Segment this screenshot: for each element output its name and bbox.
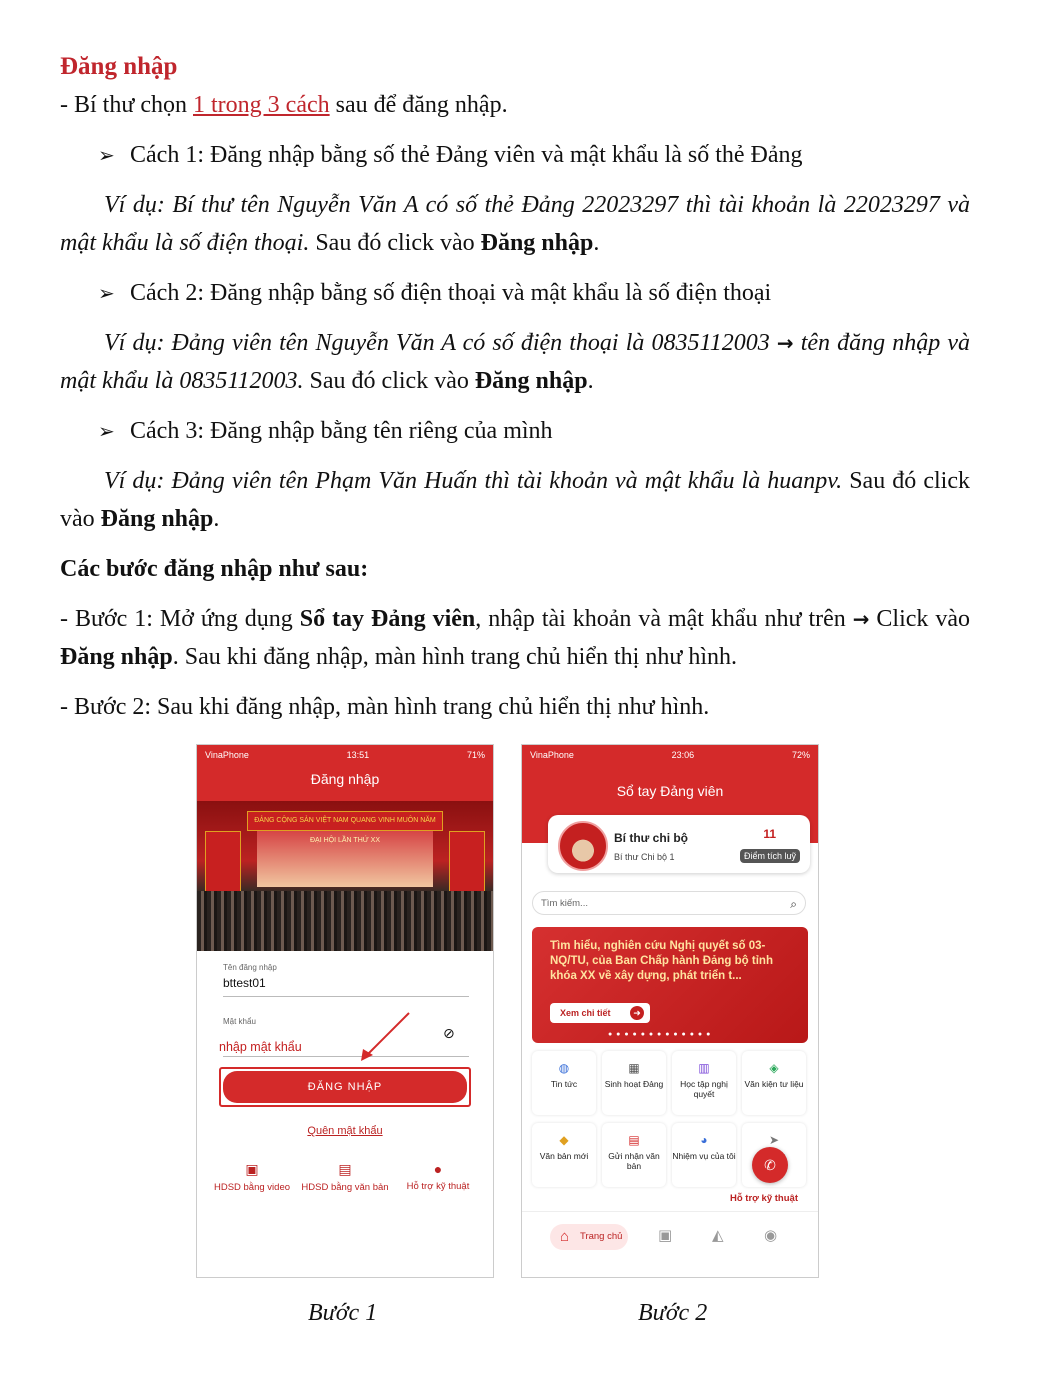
username-field[interactable]: Tên đăng nhập bttest01 (223, 963, 469, 997)
login-button[interactable]: ĐĂNG NHẬP (219, 1067, 471, 1107)
video-icon: ▣ (245, 1161, 259, 1177)
arrow-bullet-icon: ➢ (98, 281, 115, 305)
stack-icon: ◆ (559, 1133, 569, 1147)
status-bar: VinaPhone 13:51 71% (197, 745, 493, 765)
arrow-right-icon: ➜ (630, 1006, 644, 1020)
video-guide-link[interactable]: ▣ HDSD bằng video (207, 1161, 297, 1193)
bottom-tab-bar (522, 1211, 818, 1268)
forgot-password-link[interactable]: Quên mật khẩu (307, 1125, 383, 1137)
arrow-bullet-icon: ➢ (98, 143, 115, 167)
right-arrow-icon: → (852, 607, 870, 631)
search-input[interactable]: Tìm kiếm... ⌕ (532, 891, 806, 915)
profile-card[interactable]: Bí thư chi bộ Bí thư Chi bộ 1 11 Điểm tích luỹ (548, 815, 810, 873)
tasks-icon: ◕ (700, 1133, 708, 1147)
photo-banner: ĐẢNG CỘNG SẢN VIỆT NAM QUANG VINH MUÔN NĂM (247, 811, 443, 831)
password-annotation: nhập mật khẩu (219, 1040, 302, 1054)
eye-slash-icon[interactable]: ⊘ (443, 1025, 455, 1041)
promo-banner[interactable]: Tìm hiểu, nghiên cứu Nghị quyết số 03-NQ/TU, của Ban Chấp hành Đảng bộ tỉnh khóa XX về xây dựng, phát triển t... ➜ Xem chi tiết ● ● ● ● ● ● ● ● ● ● ● ● ● (532, 927, 808, 1043)
congress-photo: ĐẢNG CỘNG SẢN VIỆT NAM QUANG VINH MUÔN NĂM ĐẠI HỘI LẦN THỨ XX (197, 801, 493, 951)
steps-heading: Các bước đăng nhập như sau: (60, 556, 369, 582)
layers-icon: ◈ (769, 1061, 779, 1075)
tile-study[interactable]: ▥ Học tập nghị quyết (672, 1051, 736, 1115)
search-icon: ⌕ (790, 897, 797, 911)
calendar-icon: ▦ (628, 1061, 640, 1075)
section-heading: Đăng nhập (60, 53, 178, 80)
view-details-button[interactable]: ➜ Xem chi tiết (550, 1003, 650, 1023)
home-screenshot (521, 744, 819, 1278)
intro-line: - Bí thư chọn 1 trong 3 cách sau để đăng nhập. (60, 92, 508, 118)
status-bar: VinaPhone 23:06 72% (522, 745, 818, 765)
points-count: 11 (763, 827, 776, 841)
method-3: ➢ Cách 3: Đăng nhập bằng tên riêng của mình (60, 412, 970, 450)
tile-news[interactable]: ◍ Tin tức (532, 1051, 596, 1115)
tile-documents[interactable]: ◈ Văn kiện tư liệu (742, 1051, 806, 1115)
book-icon: ▥ (698, 1061, 710, 1075)
bell-icon[interactable]: ◭ (712, 1227, 724, 1244)
tile-send-receive[interactable]: ▤ Gửi nhận văn bản (602, 1123, 666, 1187)
arrow-bullet-icon: ➢ (98, 419, 115, 443)
document-guide-link[interactable]: ▤ HDSD bằng văn bản (301, 1161, 389, 1193)
store-icon[interactable]: ▣ (658, 1227, 673, 1244)
points-badge: Điểm tích luỹ (740, 849, 800, 863)
user-icon: ● (433, 1161, 443, 1177)
app-title: Sổ tay Đảng viên (522, 765, 818, 843)
tile-new-docs[interactable]: ◆ Văn bản mới (532, 1123, 596, 1187)
support-link[interactable]: ● Hỗ trợ kỹ thuật (393, 1161, 483, 1193)
avatar (558, 821, 608, 871)
help-links (207, 1161, 483, 1193)
carousel-dots: ● ● ● ● ● ● ● ● ● ● ● ● ● (608, 1031, 712, 1038)
tab-home[interactable]: ⌂ Trang chủ (550, 1224, 628, 1250)
annotation-arrow-icon (197, 745, 493, 1277)
step-2: - Bước 2: Sau khi đăng nhập, màn hình trang chủ hiển thị như hình. (60, 694, 710, 720)
phone-icon: ✆ (764, 1157, 776, 1173)
right-arrow-icon: → (776, 331, 794, 355)
document-body (60, 48, 970, 726)
support-call-button[interactable] (752, 1147, 788, 1183)
step-1: - Bước 1: Mở ứng dụng Sổ tay Đảng viên, nhập tài khoản và mật khẩu như trên → Click vào Đăng nhập. Sau khi đăng nhập, màn hình trang chủ hiển thị như hình. (60, 606, 971, 670)
example-1: Ví dụ: Bí thư tên Nguyễn Văn A có số thẻ Đảng 22023297 thì tài khoản là 22023297 và mật khẩu là số điện thoại. Sau đó click vào Đăng nhập. (60, 192, 970, 256)
method-1: ➢ Cách 1: Đăng nhập bằng số thẻ Đảng viên và mật khẩu là số thẻ Đảng (60, 136, 970, 174)
caption-step-2: Bước 2 (638, 1300, 708, 1326)
book-icon: ▤ (338, 1161, 352, 1177)
three-ways-link[interactable]: 1 trong 3 cách (193, 92, 330, 118)
example-3: Ví dụ: Đảng viên tên Phạm Văn Huấn thì tài khoản và mật khẩu là huanpv. Sau đó click vào Đăng nhập. (60, 468, 970, 532)
globe-icon: ◍ (558, 1061, 570, 1075)
tile-my-tasks[interactable]: ◕ Nhiệm vụ của tôi (672, 1123, 736, 1187)
support-label: Hỗ trợ kỹ thuật (730, 1193, 798, 1204)
navigation-icon: ➤ (768, 1133, 780, 1147)
caption-step-1: Bước 1 (308, 1300, 378, 1326)
method-2: ➢ Cách 2: Đăng nhập bằng số điện thoại và mật khẩu là số điện thoại (60, 274, 970, 312)
password-field[interactable]: Mật khẩu nhập mật khẩu (223, 1017, 469, 1057)
example-2: Ví dụ: Đảng viên tên Nguyễn Văn A có số điện thoại là 0835112003 → tên đăng nhập và mật khẩu là 0835112003. Sau đó click vào Đăng nhập. (60, 330, 970, 394)
file-icon: ▤ (628, 1133, 640, 1147)
login-screenshot (196, 744, 494, 1278)
profile-icon[interactable]: ◉ (764, 1227, 778, 1244)
login-title: Đăng nhập (197, 765, 493, 801)
tile-party-activity[interactable]: ▦ Sinh hoạt Đảng (602, 1051, 666, 1115)
